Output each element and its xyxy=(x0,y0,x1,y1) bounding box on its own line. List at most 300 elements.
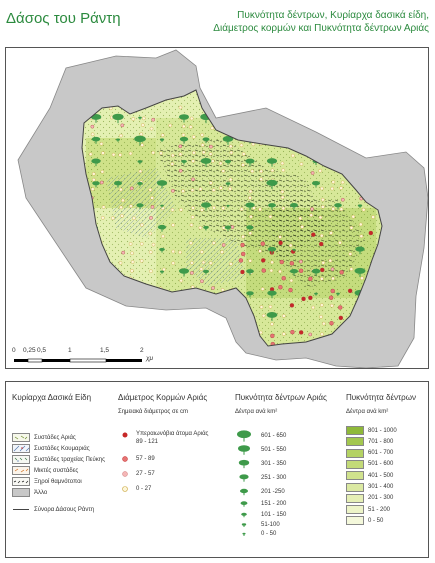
diameter-point xyxy=(348,289,352,293)
diameter-point xyxy=(282,169,285,172)
diameter-point xyxy=(260,305,263,308)
diameter-point xyxy=(98,306,101,309)
diameter-point xyxy=(149,251,152,254)
diameter-point xyxy=(119,261,122,264)
tree-density-swatch-3 xyxy=(346,460,364,469)
tree-density-item-1 xyxy=(346,437,393,446)
diameter-point xyxy=(319,315,322,318)
diameter-point xyxy=(91,334,94,337)
aria-density-label-7: 51-100 xyxy=(261,522,280,528)
diameter-point xyxy=(212,206,215,209)
tree-density-swatch-7 xyxy=(346,505,364,514)
diameter-point xyxy=(329,296,333,300)
diameter-point xyxy=(302,297,306,301)
aria-density-label-3: 251 - 300 xyxy=(261,475,287,481)
diameter-point xyxy=(131,260,134,263)
diameter-point xyxy=(112,153,115,156)
diameter-point xyxy=(192,135,195,138)
diameter-point xyxy=(211,342,214,345)
diameter-point xyxy=(109,342,112,345)
tree-density-swatch-6 xyxy=(346,494,364,503)
diameter-point xyxy=(241,252,245,256)
diameter-point xyxy=(310,207,313,210)
diameter-item-2 xyxy=(118,469,155,479)
boundary-line-swatch xyxy=(12,505,30,514)
diameter-point xyxy=(189,241,192,244)
diameter-point xyxy=(209,145,212,148)
diameter-dot-0 xyxy=(118,430,132,440)
map-subtitle xyxy=(179,10,429,35)
diameter-point xyxy=(331,268,334,271)
tree-density-item-0 xyxy=(346,426,397,435)
tree-density-item-6 xyxy=(346,494,393,503)
diameter-label-2: 27 - 57 xyxy=(136,471,155,477)
diameter-point xyxy=(149,232,152,235)
diameter-point xyxy=(159,152,162,155)
diameter-point xyxy=(320,268,324,272)
diameter-point xyxy=(190,261,193,264)
diameter-point xyxy=(220,250,223,253)
diameter-point xyxy=(101,216,104,219)
diameter-point xyxy=(229,145,232,148)
diameter-point xyxy=(211,126,214,129)
diameter-point xyxy=(179,169,182,172)
diameter-point xyxy=(129,205,132,208)
diameter-point xyxy=(341,198,344,201)
diameter-point xyxy=(152,118,155,121)
species-label-aria: Συστάδες Αριάς xyxy=(34,434,76,441)
diameter-point xyxy=(249,190,252,193)
diameter-point xyxy=(372,97,375,100)
diameter-point xyxy=(329,231,332,234)
aria-density-label-0: 601 - 650 xyxy=(261,433,287,439)
diameter-point xyxy=(201,133,204,136)
diameter-point xyxy=(112,332,115,335)
diameter-point xyxy=(319,216,322,219)
diameter-point xyxy=(101,170,104,173)
diameter-point xyxy=(362,208,365,211)
aria-density-item-0 xyxy=(235,430,286,442)
diameter-point xyxy=(270,323,273,326)
scale-tick-5: 2 xyxy=(140,347,144,354)
aria-density-label-4: 201 -250 xyxy=(261,489,285,495)
diameter-point xyxy=(161,134,164,137)
diameter-point xyxy=(191,216,194,219)
diameter-point xyxy=(222,207,225,210)
scale-tick-3: 1 xyxy=(68,347,72,354)
diameter-point xyxy=(229,178,232,181)
tree-icon xyxy=(235,528,253,540)
diameter-point xyxy=(199,187,202,190)
diameter-point xyxy=(219,162,222,165)
species-swatch-allo xyxy=(12,488,30,497)
diameter-point xyxy=(312,306,315,309)
legend-species-title: Κυρίαρχα Δασικά Είδη xyxy=(12,393,92,402)
diameter-point xyxy=(349,252,352,255)
diameter-point xyxy=(362,151,365,154)
scale-unit: χμ xyxy=(146,355,154,362)
diameter-point xyxy=(339,109,342,112)
diameter-point xyxy=(322,261,325,264)
diameter-point xyxy=(310,100,313,103)
diameter-point xyxy=(130,252,133,255)
diameter-point xyxy=(91,188,94,191)
aria-density-label-1: 501 - 550 xyxy=(261,447,287,453)
species-swatch-thamno xyxy=(12,477,30,486)
species-label-allo: Άλλο xyxy=(34,489,48,496)
diameter-point xyxy=(89,324,92,327)
diameter-point xyxy=(230,151,233,154)
tree-density-label-2: 601 - 700 xyxy=(368,450,394,457)
diameter-point xyxy=(320,277,323,280)
diameter-point xyxy=(192,151,195,154)
diameter-point xyxy=(191,178,194,181)
diameter-label-1: 57 - 89 xyxy=(136,456,155,462)
diameter-point xyxy=(222,169,225,172)
diameter-point xyxy=(169,124,172,127)
legend-species-item-koumaria xyxy=(12,444,90,453)
diameter-point xyxy=(229,187,232,190)
species-label-mikti: Μικτές συστάδες xyxy=(34,467,79,474)
diameter-point xyxy=(249,215,252,218)
species-label-pefki: Συστάδες τραχείας Πεύκης xyxy=(34,456,105,463)
diameter-point xyxy=(299,330,303,334)
diameter-point xyxy=(172,333,175,336)
aria-tree-point xyxy=(92,313,100,320)
diameter-point xyxy=(211,331,214,334)
diameter-point xyxy=(191,206,194,209)
diameter-point xyxy=(222,243,225,246)
diameter-point xyxy=(359,223,362,226)
diameter-point xyxy=(319,98,322,101)
diameter-point xyxy=(342,132,345,135)
diameter-point xyxy=(240,270,244,274)
species-swatch-pefki xyxy=(12,455,30,464)
diameter-point xyxy=(171,162,174,165)
diameter-point xyxy=(289,244,292,247)
diameter-point xyxy=(178,251,181,254)
species-swatch-aria xyxy=(12,433,30,442)
diameter-item-1 xyxy=(118,454,155,464)
diameter-point xyxy=(101,151,104,154)
diameter-point xyxy=(350,226,353,229)
diameter-point xyxy=(282,207,285,210)
diameter-label-0a: Υπεραιωνόβια άτομα Αριάς xyxy=(136,431,209,437)
diameter-point xyxy=(321,198,324,201)
diameter-point xyxy=(200,267,203,270)
diameter-point xyxy=(351,99,354,102)
diameter-point xyxy=(338,305,342,309)
diameter-point xyxy=(228,97,231,100)
diameter-point xyxy=(92,172,95,175)
diameter-point xyxy=(212,189,215,192)
tree-icon xyxy=(235,430,253,442)
diameter-point xyxy=(340,126,343,129)
legend-diameter-subtitle: Σημειακά διάμετρος σε cm xyxy=(118,409,189,415)
diameter-point xyxy=(109,313,112,316)
tree-density-swatch-0 xyxy=(346,426,364,435)
diameter-point xyxy=(270,261,273,264)
diameter-point xyxy=(321,205,324,208)
diameter-point xyxy=(331,187,334,190)
diameter-point xyxy=(191,189,194,192)
diameter-point xyxy=(291,154,294,157)
diameter-point xyxy=(320,187,323,190)
diameter-point xyxy=(280,260,284,264)
diameter-item-3 xyxy=(118,484,151,494)
diameter-point xyxy=(249,232,252,235)
diameter-point xyxy=(149,270,152,273)
diameter-point xyxy=(100,181,103,184)
diameter-point xyxy=(281,108,284,111)
species-label-thamno: Ξηροί θαμνότοποι xyxy=(34,478,82,485)
diameter-point xyxy=(241,243,245,247)
diameter-point xyxy=(241,163,244,166)
diameter-point xyxy=(292,98,295,101)
diameter-point xyxy=(240,144,243,147)
diameter-point xyxy=(171,322,174,325)
diameter-point xyxy=(331,277,334,280)
diameter-point xyxy=(152,151,155,154)
aria-tree-point xyxy=(181,314,187,319)
legend-species-item-aria xyxy=(12,433,76,442)
diameter-point xyxy=(181,340,184,343)
diameter-point xyxy=(122,251,125,254)
diameter-point xyxy=(150,332,153,335)
diameter-point xyxy=(261,242,265,246)
diameter-point xyxy=(120,214,123,217)
legend-species-item-mikti xyxy=(12,466,78,475)
diameter-point xyxy=(360,235,363,238)
diameter-point xyxy=(320,234,323,237)
diameter-point xyxy=(222,226,225,229)
diameter-point xyxy=(319,169,322,172)
diameter-point xyxy=(281,162,284,165)
diameter-point xyxy=(278,285,282,289)
diameter-point xyxy=(242,152,245,155)
aria-tree-point xyxy=(292,117,296,120)
diameter-point xyxy=(90,296,93,299)
diameter-point xyxy=(172,262,175,265)
diameter-point xyxy=(180,325,183,328)
diameter-point xyxy=(270,269,273,272)
diameter-point xyxy=(101,323,104,326)
diameter-point xyxy=(199,226,202,229)
diameter-point xyxy=(299,260,302,263)
diameter-point xyxy=(332,107,335,110)
diameter-point xyxy=(142,117,145,120)
legend-aria-density-title: Πυκνότητα δέντρων Αριάς xyxy=(235,393,327,402)
diameter-item-0 xyxy=(118,430,208,446)
diameter-point xyxy=(132,217,135,220)
diameter-point xyxy=(320,303,323,306)
diameter-point xyxy=(200,250,203,253)
diameter-point xyxy=(202,261,205,264)
diameter-point xyxy=(260,170,263,173)
aria-density-label-2: 301 - 350 xyxy=(261,461,287,467)
tree-density-label-4: 401 - 500 xyxy=(368,472,394,479)
diameter-point xyxy=(239,258,243,262)
diameter-point xyxy=(171,189,174,192)
diameter-point xyxy=(200,280,203,283)
diameter-point xyxy=(262,96,265,99)
diameter-point xyxy=(172,250,175,253)
diameter-point xyxy=(119,134,122,137)
legend-species-item-pefki xyxy=(12,455,105,464)
diameter-point xyxy=(111,217,114,220)
diameter-point xyxy=(319,242,323,246)
diameter-point xyxy=(149,188,152,191)
diameter-point xyxy=(290,261,294,265)
tree-icon xyxy=(235,472,253,484)
diameter-point xyxy=(340,208,343,211)
diameter-point xyxy=(281,196,284,199)
diameter-point xyxy=(300,162,303,165)
diameter-point xyxy=(132,117,135,120)
diameter-point xyxy=(121,199,124,202)
diameter-point xyxy=(282,314,285,317)
tree-density-swatch-8 xyxy=(346,516,364,525)
diameter-point xyxy=(279,241,283,245)
diameter-point xyxy=(332,207,335,210)
tree-density-item-4 xyxy=(346,471,393,480)
tree-density-swatch-5 xyxy=(346,483,364,492)
species-swatch-koumaria xyxy=(12,444,30,453)
aria-tree-point xyxy=(311,114,322,123)
aria-tree-point xyxy=(134,312,146,322)
diameter-point xyxy=(382,106,385,109)
diameter-point xyxy=(288,288,292,292)
diameter-point xyxy=(140,133,143,136)
diameter-point xyxy=(322,322,325,325)
diameter-point xyxy=(251,170,254,173)
aria-density-item-2 xyxy=(235,458,286,470)
diameter-point xyxy=(381,142,384,145)
diameter-point xyxy=(229,342,232,345)
subtitle-line-1: Πυκνότητα δέντρων, Κυρίαρχα δασικά είδη, xyxy=(237,10,429,21)
aria-tree-point xyxy=(201,312,210,320)
diameter-point xyxy=(152,243,155,246)
diameter-point xyxy=(331,289,335,293)
diameter-dot-3 xyxy=(118,484,132,494)
tree-density-label-7: 51 - 200 xyxy=(368,506,391,513)
diameter-point xyxy=(290,303,294,307)
diameter-point xyxy=(369,231,373,235)
diameter-point xyxy=(278,270,281,273)
tree-density-item-3 xyxy=(346,460,393,469)
diameter-point xyxy=(309,333,312,336)
diameter-point xyxy=(362,145,365,148)
diameter-point xyxy=(338,241,341,244)
diameter-point xyxy=(248,196,251,199)
diameter-point xyxy=(192,159,195,162)
diameter-point xyxy=(121,124,124,127)
diameter-point xyxy=(361,115,364,118)
diameter-point xyxy=(180,279,183,282)
diameter-point xyxy=(260,178,263,181)
diameter-point xyxy=(261,287,264,290)
diameter-point xyxy=(202,339,205,342)
diameter-point xyxy=(161,323,164,326)
diameter-point xyxy=(171,154,174,157)
aria-tree-point xyxy=(355,114,366,123)
diameter-point xyxy=(140,332,143,335)
legend-species-item-allo xyxy=(12,488,47,497)
diameter-point xyxy=(179,145,182,148)
diameter-point xyxy=(278,235,281,238)
aria-density-item-3 xyxy=(235,472,286,484)
diameter-point xyxy=(100,142,103,145)
diameter-point xyxy=(159,313,162,316)
diameter-point xyxy=(269,305,272,308)
diameter-point xyxy=(290,330,294,334)
legend-boundary xyxy=(12,505,94,514)
legend-tree-density-title: Πυκνότητα δέντρων xyxy=(346,393,416,402)
scale-bar xyxy=(14,359,142,362)
diameter-point xyxy=(161,235,164,238)
tree-density-item-5 xyxy=(346,483,393,492)
diameter-point xyxy=(209,152,212,155)
tree-density-label-0: 801 - 1000 xyxy=(368,427,397,434)
diameter-point xyxy=(151,205,154,208)
diameter-point xyxy=(312,109,315,112)
diameter-point xyxy=(311,233,315,237)
aria-density-item-4 xyxy=(235,486,285,498)
diameter-point xyxy=(120,206,123,209)
diameter-point xyxy=(311,171,314,174)
diameter-point xyxy=(258,208,261,211)
diameter-point xyxy=(258,250,261,253)
tree-icon xyxy=(235,444,253,456)
diameter-point xyxy=(270,334,274,338)
diameter-point xyxy=(189,125,192,128)
scale-tick-0: 0 xyxy=(12,347,16,354)
diameter-point xyxy=(179,106,182,109)
diameter-point xyxy=(179,153,182,156)
diameter-point xyxy=(249,259,252,262)
forest-map xyxy=(6,48,428,368)
diameter-point xyxy=(209,261,212,264)
legend-diameter-title: Διάμετρος Κορμών Αριάς xyxy=(118,393,208,402)
diameter-point xyxy=(180,208,183,211)
tree-density-label-3: 501 - 600 xyxy=(368,461,394,468)
diameter-point xyxy=(229,262,232,265)
diameter-point xyxy=(151,324,154,327)
diameter-point xyxy=(190,271,193,274)
tree-density-item-8 xyxy=(346,516,383,525)
diameter-point xyxy=(308,296,312,300)
diameter-point xyxy=(221,288,224,291)
diameter-point xyxy=(150,196,153,199)
legend-tree-density-subtitle: Δέντρα ανά km² xyxy=(346,409,389,415)
diameter-point xyxy=(301,106,304,109)
diameter-point xyxy=(200,208,203,211)
diameter-point xyxy=(290,279,293,282)
diameter-point xyxy=(201,143,204,146)
tree-density-item-7 xyxy=(346,505,390,514)
tree-density-label-1: 701 - 800 xyxy=(368,438,394,445)
diameter-point xyxy=(141,123,144,126)
diameter-point xyxy=(119,333,122,336)
diameter-point xyxy=(162,343,165,346)
diameter-point xyxy=(379,97,382,100)
diameter-point xyxy=(341,181,344,184)
diameter-point xyxy=(308,277,312,281)
species-label-koumaria: Συστάδες Κουμαριάς xyxy=(34,445,90,452)
diameter-point xyxy=(242,235,245,238)
diameter-point xyxy=(380,134,383,137)
diameter-point xyxy=(299,217,302,220)
